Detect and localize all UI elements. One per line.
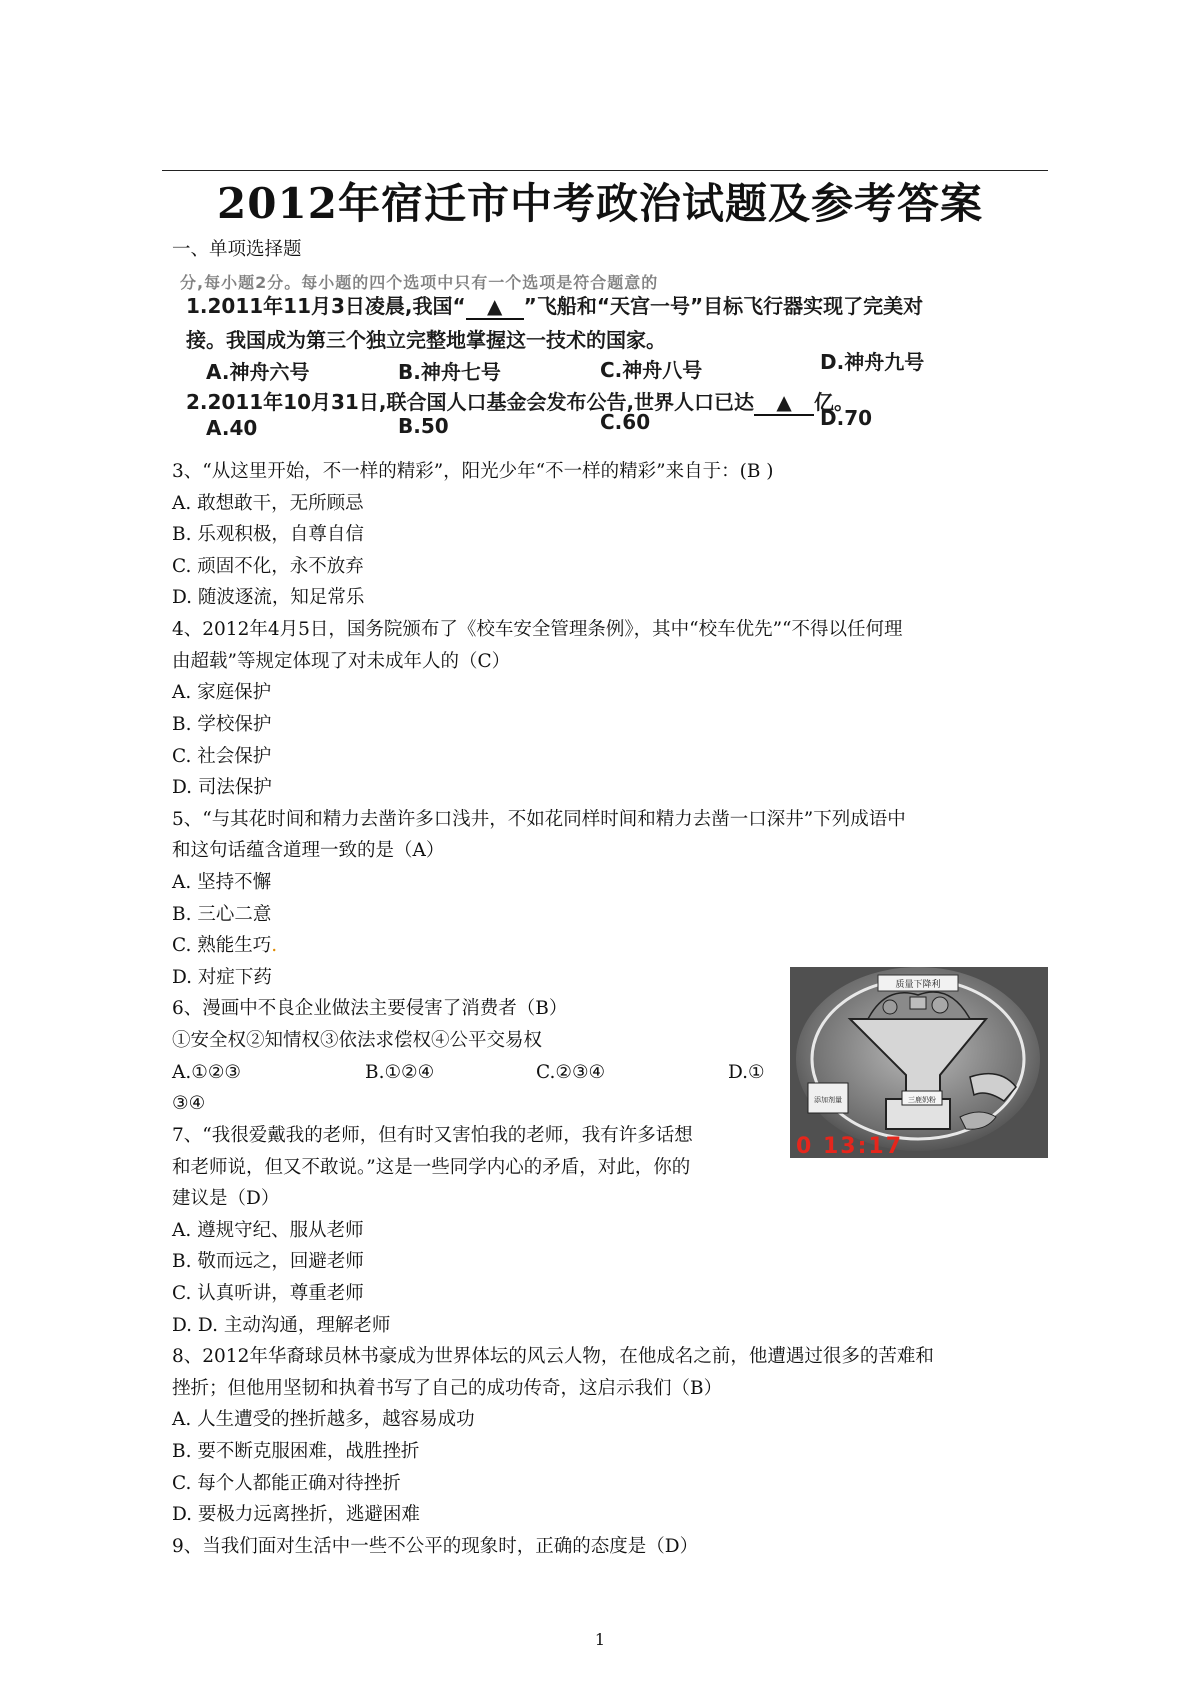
q8-stem-line1: 8、2012年华裔球员林书豪成为世界体坛的风云人物，在他成名之前，他遭遇过很多的苦难和 xyxy=(172,1346,934,1367)
scanned-questions-image xyxy=(180,270,1020,442)
scan-q2-opt-c: C.60 xyxy=(600,410,651,434)
q8-stem-line2: 挫折；但他用坚韧和执着书写了自己的成功传奇，这启示我们（B） xyxy=(172,1378,723,1399)
q4-option-b: B. 学校保护 xyxy=(172,714,272,735)
q7-stem-line2: 和老师说，但又不敢说。”这是一些同学内心的矛盾，对此，你的 xyxy=(172,1157,691,1178)
q3-option-a: A. 敢想敢干，无所顾忌 xyxy=(172,493,364,514)
scan-q1-opt-d: D.神舟九号 xyxy=(820,350,925,374)
q4-option-a: A. 家庭保护 xyxy=(172,682,272,703)
q8-option-d: D. 要极力远离挫折，逃避困难 xyxy=(172,1504,420,1525)
scan-q2-opt-d: D.70 xyxy=(820,406,873,430)
section-heading: 一、单项选择题 xyxy=(172,239,302,260)
q6-option-c: C.②③④ xyxy=(536,1062,606,1083)
q6-stem: 6、漫画中不良企业做法主要侵害了消费者（B） xyxy=(172,998,568,1019)
scan-q1-opt-c: C.神舟八号 xyxy=(600,358,703,382)
q5-option-a: A. 坚持不懈 xyxy=(172,872,272,893)
cartoon-top-label: 质量下降利 xyxy=(895,980,941,990)
q6-option-b: B.①②④ xyxy=(365,1062,435,1083)
q5-option-c: C. 熟能生巧. xyxy=(172,935,278,956)
q7-option-b: B. 敬而远之，回避老师 xyxy=(172,1251,364,1272)
q7-option-d: D. D. 主动沟通，理解老师 xyxy=(172,1315,391,1336)
q7-option-a: A. 遵规守纪、服从老师 xyxy=(172,1220,364,1241)
q4-option-d: D. 司法保护 xyxy=(172,777,272,798)
q7-stem-line1: 7、“我很爱戴我的老师，但有时又害怕我的老师，我有许多话想 xyxy=(172,1125,693,1146)
q4-stem-line2: 由超载”等规定体现了对未成年人的（C） xyxy=(172,651,511,672)
q4-option-c: C. 社会保护 xyxy=(172,746,272,767)
scan-q1-line1: 1.2011年11月3日凌晨,我国“ ▲ ”飞船和“天宫一号”目标飞行器实现了完美对 xyxy=(186,294,924,318)
q6-option-a: A.①②③ xyxy=(172,1062,241,1083)
q5-stem-line2: 和这句话蕴含道理一致的是（A） xyxy=(172,840,445,861)
scan-q1-opt-b: B.神舟七号 xyxy=(398,360,501,384)
q3-option-c: C. 顽固不化，永不放弃 xyxy=(172,556,364,577)
q7-option-c: C. 认真听讲，尊重老师 xyxy=(172,1283,364,1304)
cartoon-box-label: 三鹿奶粉 xyxy=(908,1096,936,1104)
top-rule xyxy=(162,170,1048,171)
q4-stem-line1: 4、2012年4月5日，国务院颁布了《校车安全管理条例》，其中“校车优先”“不得以任何理 xyxy=(172,619,903,640)
cartoon-left-label: 添加剂量 xyxy=(814,1096,842,1104)
q5-option-d: D. 对症下药 xyxy=(172,967,272,988)
cartoon-timestamp: 0 13:17 xyxy=(796,1134,903,1158)
page-number: 1 xyxy=(594,1630,606,1649)
q7-stem-line3: 建议是（D） xyxy=(172,1188,280,1209)
consumer-rights-cartoon xyxy=(790,967,1048,1158)
q6-rights-list: ①安全权②知情权③依法求偿权④公平交易权 xyxy=(172,1030,543,1051)
q6-option-d: D.① xyxy=(728,1062,765,1083)
q9-stem: 9、当我们面对生活中一些不公平的现象时，正确的态度是（D） xyxy=(172,1536,699,1557)
scan-q1-line2: 接。我国成为第三个独立完整地掌握这一技术的国家。 xyxy=(186,328,666,352)
scan-q2-opt-a: A.40 xyxy=(206,416,258,440)
q3-stem: 3、“从这里开始，不一样的精彩”，阳光少年“不一样的精彩”来自于：(B ) xyxy=(172,461,774,482)
q8-option-c: C. 每个人都能正确对待挫折 xyxy=(172,1473,401,1494)
q8-option-b: B. 要不断克服困难，战胜挫折 xyxy=(172,1441,420,1462)
q5-option-b: B. 三心二意 xyxy=(172,904,272,925)
stray-dot: . xyxy=(271,935,278,956)
page-title: 2012年宿迁市中考政治试题及参考答案 xyxy=(217,179,983,228)
q6-option-d-cont: ③④ xyxy=(172,1093,206,1114)
q5-stem-line1: 5、“与其花时间和精力去凿许多口浅井，不如花同样时间和精力去凿一口深井”下列成语中 xyxy=(172,809,906,830)
scan-q2-line: 2.2011年10月31日,联合国人口基金会发布公告,世界人口已达 ▲ 亿。 xyxy=(186,390,855,414)
scan-q1-opt-a: A.神舟六号 xyxy=(206,360,310,384)
q8-option-a: A. 人生遭受的挫折越多，越容易成功 xyxy=(172,1409,475,1430)
scan-q2-opt-b: B.50 xyxy=(398,414,449,438)
scan-header-fragment: 分,每小题2分。每小题的四个选项中只有一个选项是符合题意的 xyxy=(180,273,659,292)
q3-option-b: B. 乐观积极，自尊自信 xyxy=(172,524,364,545)
q3-option-d: D. 随波逐流，知足常乐 xyxy=(172,587,365,608)
